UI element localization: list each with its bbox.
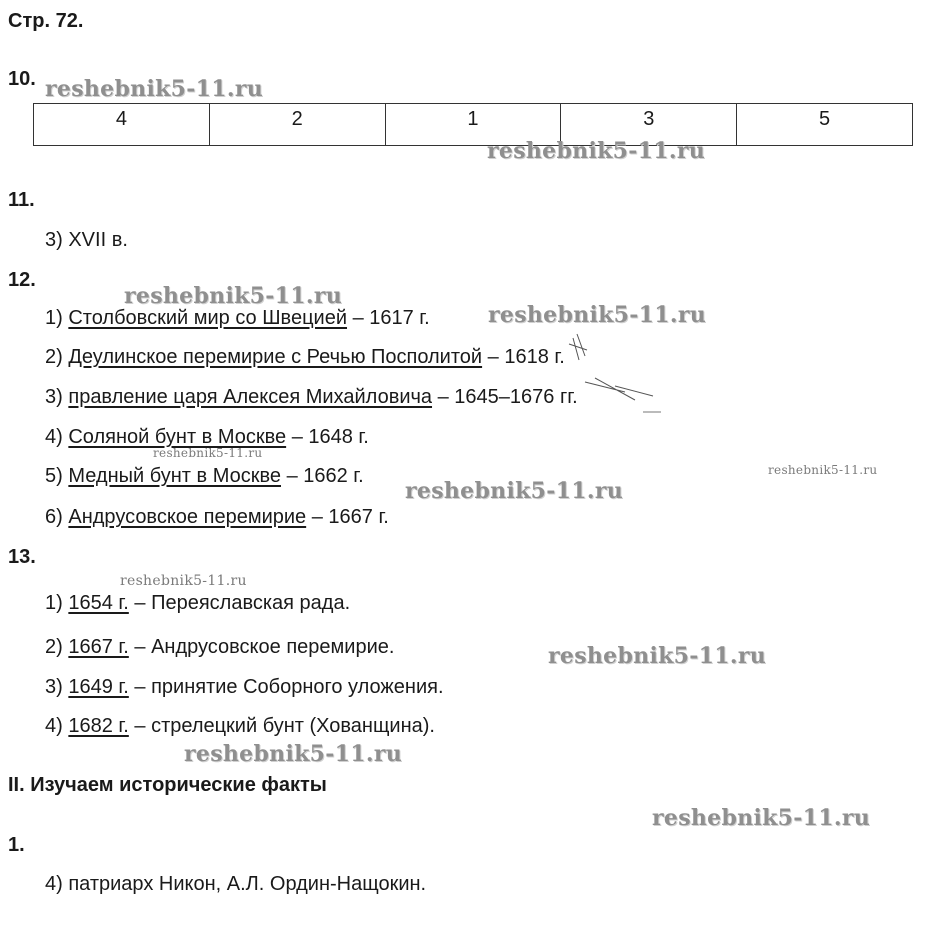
task-12-item: [45, 465, 364, 488]
table-cell: 4: [34, 104, 210, 146]
watermark: reshebnik5-11.ru: [548, 643, 767, 669]
task-13-item: [45, 676, 444, 699]
scribble-mark-icon: [565, 330, 665, 420]
watermark: reshebnik5-11.ru: [120, 573, 247, 589]
item-date: 1667 г.: [68, 636, 129, 658]
table-cell: 1: [385, 104, 561, 146]
watermark: reshebnik5-11.ru: [184, 741, 403, 767]
item-event: – Андрусовское перемирие.: [134, 636, 395, 658]
item-number: 4): [45, 426, 63, 448]
item-number: 1): [45, 307, 63, 329]
watermark: reshebnik5-11.ru: [45, 76, 264, 102]
item-date: – 1667 г.: [311, 506, 389, 528]
table-cell: 2: [209, 104, 385, 146]
item-event: Столбовский мир со Швецией: [68, 307, 348, 329]
item-event: Медный бунт в Москве: [68, 465, 281, 487]
task-10-number: 10.: [8, 68, 36, 90]
task-12-item: [45, 346, 565, 369]
task-13-item: [45, 715, 435, 738]
task-13-item: [45, 636, 394, 659]
item-date: 1654 г.: [68, 592, 129, 614]
item-number: 3): [45, 386, 63, 408]
watermark: reshebnik5-11.ru: [405, 478, 624, 504]
task-12-number: 12.: [8, 269, 36, 291]
item-event: – стрелецкий бунт (Хованщина).: [134, 715, 435, 737]
table-cell: 3: [561, 104, 737, 146]
item-date: – 1662 г.: [286, 465, 364, 487]
table-cell: 5: [737, 104, 913, 146]
task-11-answer: 3) XVII в.: [45, 229, 128, 251]
item-date: – 1617 г.: [352, 307, 430, 329]
item-event: – принятие Соборного уложения.: [134, 676, 444, 698]
task-12-item: [45, 307, 430, 330]
item-number: 5): [45, 465, 63, 487]
item-number: 3): [45, 676, 63, 698]
item-number: 4): [45, 715, 63, 737]
task-13-item: [45, 592, 350, 615]
item-number: 2): [45, 346, 63, 368]
watermark: reshebnik5-11.ru: [768, 463, 878, 477]
watermark: reshebnik5-11.ru: [124, 283, 343, 309]
item-number: 2): [45, 636, 63, 658]
watermark: reshebnik5-11.ru: [487, 138, 706, 164]
task-13-number: 13.: [8, 546, 36, 568]
page-title: Стр. 72.: [8, 10, 84, 32]
section-heading: II. Изучаем исторические факты: [8, 774, 327, 796]
item-date: 1649 г.: [68, 676, 129, 698]
section2-task-1-number: 1.: [8, 834, 25, 856]
watermark: reshebnik5-11.ru: [652, 805, 871, 831]
item-number: 1): [45, 592, 63, 614]
item-event: правление царя Алексея Михайловича: [68, 386, 433, 408]
watermark: reshebnik5-11.ru: [153, 446, 263, 460]
item-number: 6): [45, 506, 63, 528]
item-date: – 1618 г.: [487, 346, 565, 368]
item-date: 1682 г.: [68, 715, 129, 737]
item-event: Андрусовское перемирие: [68, 506, 307, 528]
task-12-item: [45, 386, 578, 409]
item-date: – 1648 г.: [291, 426, 369, 448]
task-12-item: [45, 506, 389, 529]
item-event: – Переяславская рада.: [134, 592, 351, 614]
item-event: Соляной бунт в Москве: [68, 426, 287, 448]
section2-task-1-answer: 4) патриарх Никон, А.Л. Ордин-Нащокин.: [45, 873, 427, 895]
item-date: – 1645–1676 гг.: [437, 386, 578, 408]
table-row: [34, 104, 913, 146]
item-event: Деулинское перемирие с Речью Посполитой: [68, 346, 483, 368]
task-11-number: 11.: [8, 189, 35, 211]
watermark: reshebnik5-11.ru: [488, 302, 707, 328]
task-10-answer-table: [33, 103, 913, 146]
